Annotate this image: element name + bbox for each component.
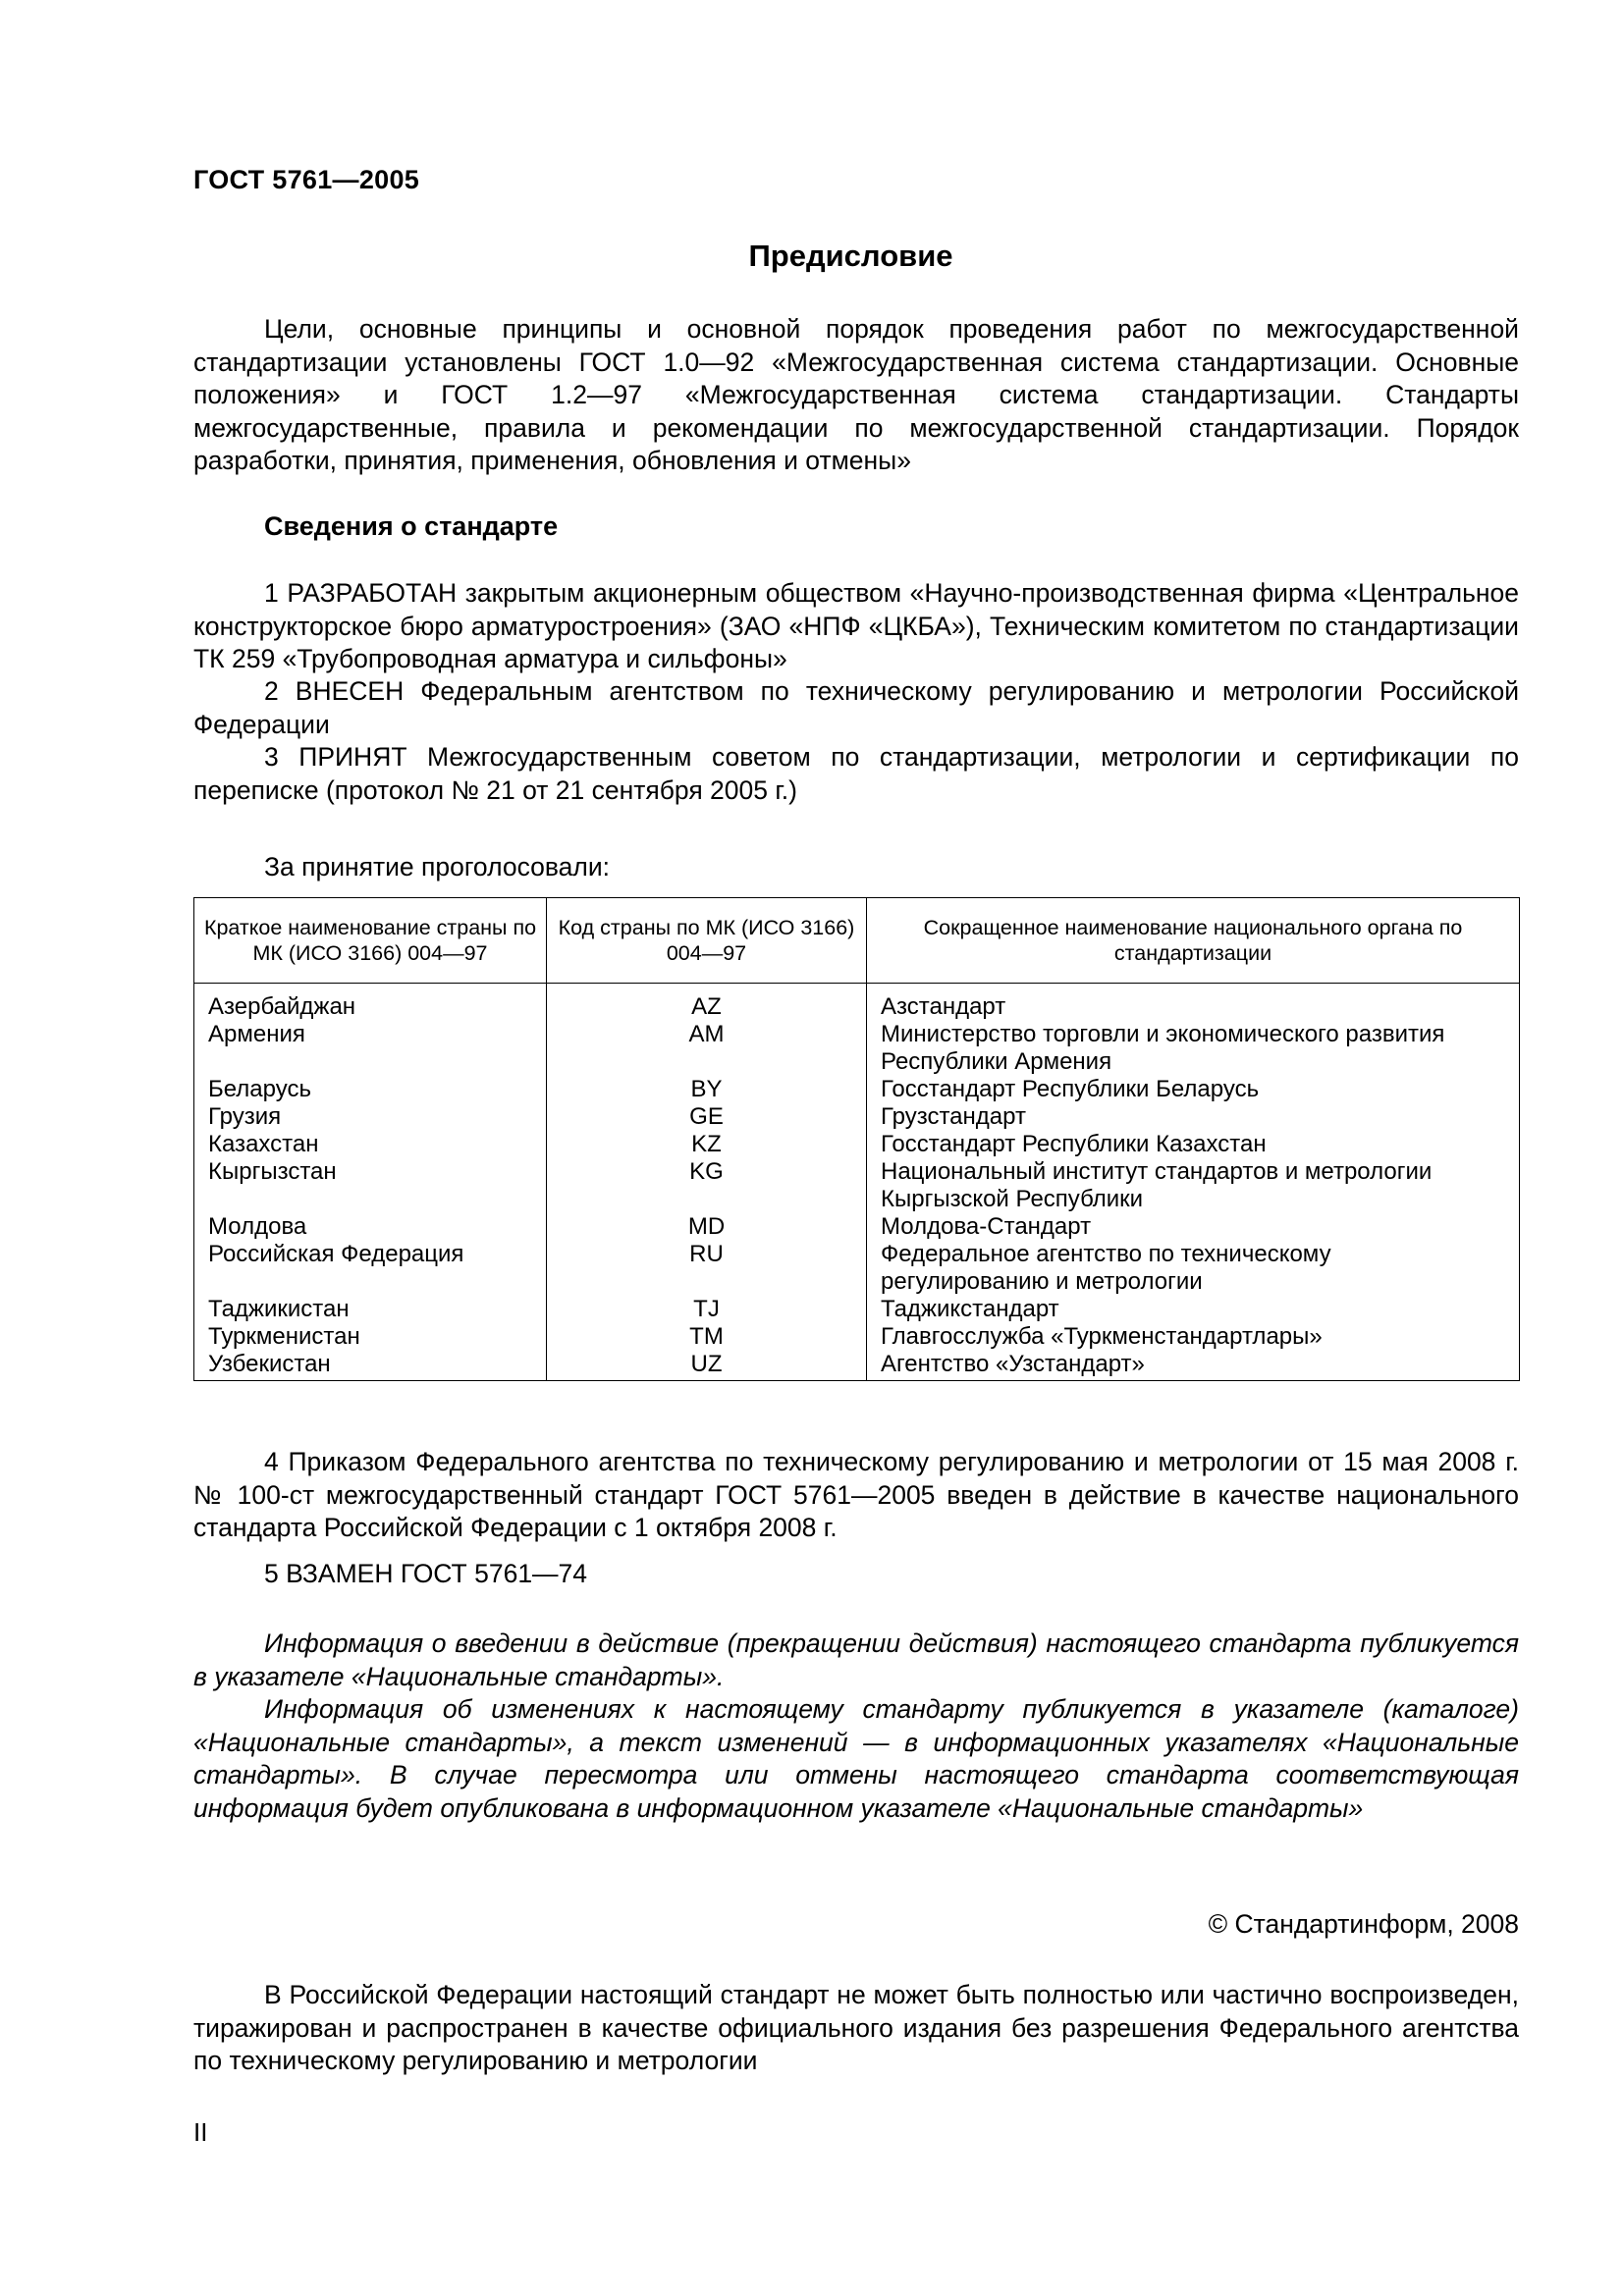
copyright-notice: © Стандартинформ, 2008 bbox=[1208, 1909, 1519, 1939]
reproduction-notice: В Российской Федерации настоящий стандарт не может быть полностью или частично воспроизведен, тиражирован и распространен в качестве официального издания без разрешения Федерального агентства по техническому регулированию и метрологии bbox=[193, 1980, 1519, 2075]
item-adopted: 3 ПРИНЯТ Межгосударственным советом по стандартизации, метрологии и сертификации по переписке (протокол № 21 от 21 сентября 2005 г.) bbox=[193, 742, 1519, 805]
col-header-body: Сокращенное наименование национального органа по стандартизации bbox=[867, 898, 1520, 984]
table-row bbox=[194, 1296, 1520, 1323]
table-row bbox=[194, 1323, 1520, 1351]
cell-code: UZ bbox=[547, 1351, 867, 1381]
item-replaces: 5 ВЗАМЕН ГОСТ 5761—74 bbox=[264, 1559, 588, 1588]
table-row bbox=[194, 1351, 1520, 1381]
cell-code: GE bbox=[547, 1103, 867, 1131]
info-changes-publication: Информация об изменениях к настоящему стандарту публикуется в указателе (каталоге) «Национальные стандарты», а текст изменений — в информационных указателях «Национальные стандарты». В случае пересмотра или отмены настоящего стандарта соответствующая информация будет опубликована в информационном указателе «Национальные стандарты» bbox=[193, 1694, 1519, 1823]
cell-body: Азстандарт bbox=[867, 984, 1520, 1022]
col-header-code: Код страны по МК (ИСО 3166) 004—97 bbox=[547, 898, 867, 984]
cell-country: Узбекистан bbox=[194, 1351, 547, 1381]
info-intro-publication: Информация о введении в действие (прекращении действия) настоящего стандарта публикуется в указателе «Национальные стандарты». bbox=[193, 1629, 1519, 1691]
table-header-row bbox=[194, 898, 1520, 984]
cell-code: AM bbox=[547, 1021, 867, 1076]
cell-code: BY bbox=[547, 1076, 867, 1103]
cell-body: Молдова-Стандарт bbox=[867, 1213, 1520, 1241]
cell-country: Азербайджан bbox=[194, 984, 547, 1022]
table-row bbox=[194, 1213, 1520, 1241]
cell-code: RU bbox=[547, 1241, 867, 1296]
item-developed: 1 РАЗРАБОТАН закрытым акционерным обществом «Научно-производственная фирма «Центральное конструкторское бюро арматуростроения» (ЗАО «НПФ «ЦКБА»), Техническим комитетом по стандартизации ТК 259 «Трубопроводная арматура и сильфоны» bbox=[193, 578, 1519, 673]
cell-body: Министерство торговли и экономического развития Республики Армения bbox=[867, 1021, 1520, 1076]
intro-paragraph: Цели, основные принципы и основной порядок проведения работ по межгосударственной стандартизации установлены ГОСТ 1.0—92 «Межгосударственная система стандартизации. Основные положения» и ГОСТ 1.2—97 «Межгосударственная система стандартизации. Стандарты межгосударственные, правила и рекомендации по межгосударственной стандартизации. Порядок разработки, принятия, применения, обновления и отмены» bbox=[193, 314, 1519, 475]
cell-code: TM bbox=[547, 1323, 867, 1351]
cell-country: Грузия bbox=[194, 1103, 547, 1131]
page-number: II bbox=[193, 2117, 208, 2147]
col-header-country: Краткое наименование страны по МК (ИСО 3166) 004—97 bbox=[194, 898, 547, 984]
cell-code: KG bbox=[547, 1158, 867, 1213]
cell-country: Туркменистан bbox=[194, 1323, 547, 1351]
cell-body: Таджикстандарт bbox=[867, 1296, 1520, 1323]
cell-country: Армения bbox=[194, 1021, 547, 1076]
cell-country: Таджикистан bbox=[194, 1296, 547, 1323]
cell-country: Молдова bbox=[194, 1213, 547, 1241]
cell-body: Госстандарт Республики Беларусь bbox=[867, 1076, 1520, 1103]
cell-code: TJ bbox=[547, 1296, 867, 1323]
cell-country: Кыргызстан bbox=[194, 1158, 547, 1213]
cell-body: Госстандарт Республики Казахстан bbox=[867, 1131, 1520, 1158]
item-introduced: 2 ВНЕСЕН Федеральным агентством по техническому регулированию и метрологии Российской Федерации bbox=[193, 676, 1519, 739]
cell-body: Национальный институт стандартов и метрологии Кыргызской Республики bbox=[867, 1158, 1520, 1213]
table-row bbox=[194, 1021, 1520, 1076]
cell-body: Агентство «Узстандарт» bbox=[867, 1351, 1520, 1381]
cell-code: MD bbox=[547, 1213, 867, 1241]
table-row bbox=[194, 1241, 1520, 1296]
cell-body: Федеральное агентство по техническому регулированию и метрологии bbox=[867, 1241, 1520, 1296]
document-id-header: ГОСТ 5761—2005 bbox=[193, 165, 420, 194]
cell-code: AZ bbox=[547, 984, 867, 1022]
cell-country: Беларусь bbox=[194, 1076, 547, 1103]
cell-country: Казахстан bbox=[194, 1131, 547, 1158]
section-title: Предисловие bbox=[748, 239, 953, 273]
table-row bbox=[194, 984, 1520, 1022]
voting-countries-table bbox=[193, 897, 1520, 1381]
votes-intro: За принятие проголосовали: bbox=[264, 852, 611, 881]
table-row bbox=[194, 1076, 1520, 1103]
table-row bbox=[194, 1158, 1520, 1213]
cell-body: Грузстандарт bbox=[867, 1103, 1520, 1131]
item-order: 4 Приказом Федерального агентства по техническому регулированию и метрологии от 15 мая 2008 г. № 100-ст межгосударственный стандарт ГОСТ 5761—2005 введен в действие в качестве национального стандарта Российской Федерации с 1 октября 2008 г. bbox=[193, 1447, 1519, 1542]
cell-code: KZ bbox=[547, 1131, 867, 1158]
about-standard-heading: Сведения о стандарте bbox=[264, 511, 559, 541]
cell-body: Главгосслужба «Туркменстандартлары» bbox=[867, 1323, 1520, 1351]
cell-country: Российская Федерация bbox=[194, 1241, 547, 1296]
table-row bbox=[194, 1103, 1520, 1131]
table-row bbox=[194, 1131, 1520, 1158]
